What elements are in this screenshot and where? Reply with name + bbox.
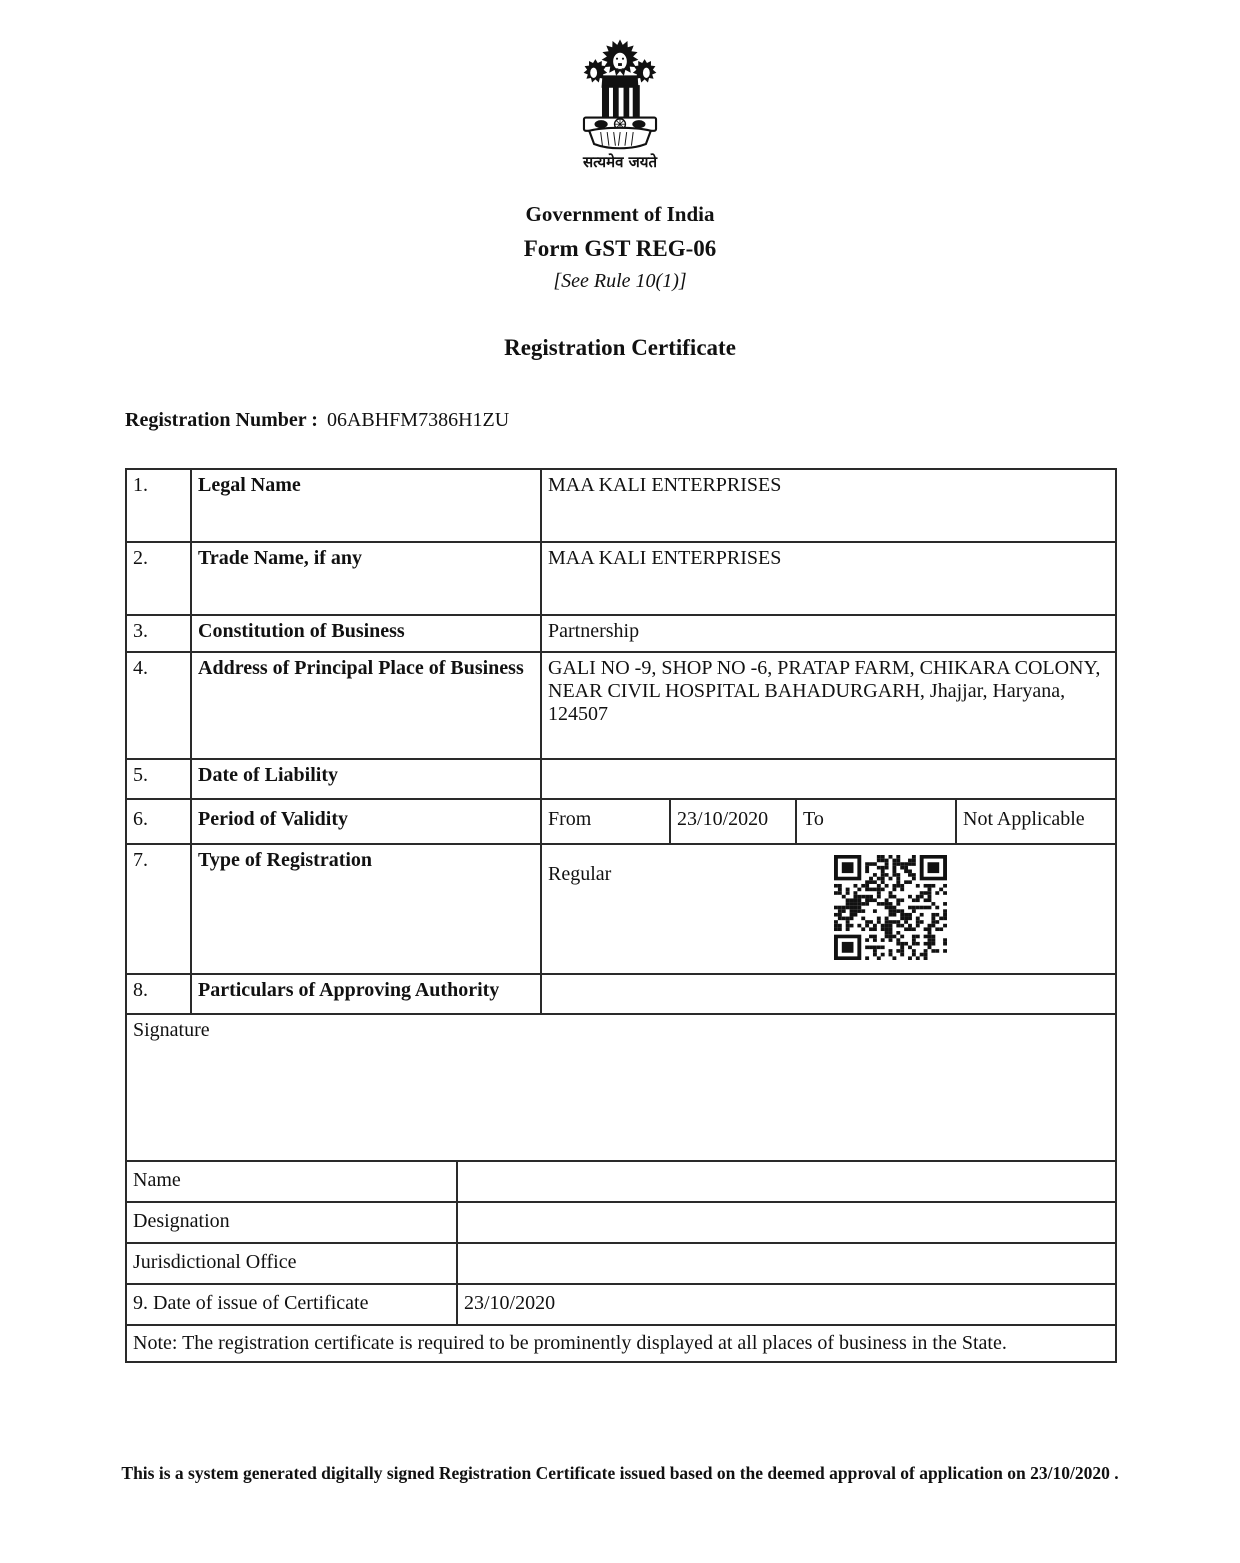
signature-label: Signature [126,1014,1116,1161]
validity-from-value: 23/10/2020 [670,799,796,844]
row-number: 4. [126,652,191,759]
field-label: 9. Date of issue of Certificate [126,1284,457,1325]
emblem-of-india-icon [576,35,664,151]
field-value [541,974,1116,1014]
field-label: Address of Principal Place of Business [191,652,541,759]
certificate-table [125,468,1117,1363]
field-label: Designation [126,1202,457,1243]
table-row-note [126,1325,1116,1362]
field-value [457,1243,1116,1284]
emblem-motto: सत्यमेव जयते [582,153,658,171]
government-heading: Government of India [525,202,715,226]
row-number: 2. [126,542,191,615]
table-row-designation [126,1202,1116,1243]
field-label: Particulars of Approving Authority [191,974,541,1014]
field-label: Date of Liability [191,759,541,799]
field-label: Trade Name, if any [191,542,541,615]
certificate-title: Registration Certificate [504,335,736,360]
field-label: Legal Name [191,469,541,542]
row-number: 5. [126,759,191,799]
table-row-name [126,1161,1116,1202]
field-value: GALI NO -9, SHOP NO -6, PRATAP FARM, CHIKARA COLONY, NEAR CIVIL HOSPITAL BAHADURGARH, Jhajjar, Haryana, 124507 [541,652,1116,759]
field-label: Name [126,1161,457,1202]
table-row-period-of-validity [126,799,1116,844]
table-row-trade-name [126,542,1116,615]
row-number: 3. [126,615,191,652]
field-label: Jurisdictional Office [126,1243,457,1284]
field-value [457,1202,1116,1243]
table-row-signature [126,1014,1116,1161]
table-row-constitution [126,615,1116,652]
field-label: Constitution of Business [191,615,541,652]
row-number: 8. [126,974,191,1014]
field-label: Period of Validity [191,799,541,844]
row-number: 1. [126,469,191,542]
registration-number-line [125,409,1240,432]
validity-from-label: From [541,799,670,844]
table-row-approving-authority [126,974,1116,1014]
table-row-address [126,652,1116,759]
field-value: 23/10/2020 [457,1284,1116,1325]
table-row-jurisdictional-office [126,1243,1116,1284]
row-number: 7. [126,844,191,974]
table-row-date-of-issue [126,1284,1116,1325]
form-title: Form GST REG-06 [523,236,717,261]
registration-number-label: Registration Number : [125,409,318,431]
validity-to-label: To [796,799,956,844]
field-label: Type of Registration [191,844,541,974]
table-row-type-of-registration [126,844,1116,974]
qr-code [834,855,947,960]
registration-number-value: 06ABHFM7386H1ZU [326,409,510,431]
registration-type-value: Regular [548,863,612,885]
field-value: MAA KALI ENTERPRISES [541,542,1116,615]
field-value: MAA KALI ENTERPRISES [541,469,1116,542]
field-value: Partnership [541,615,1116,652]
footer-statement: This is a system generated digitally signed Registration Certificate issued based on the deemed approval of application on 23/10/2020 . [121,1463,1119,1483]
table-row-date-of-liability [126,759,1116,799]
field-value [457,1161,1116,1202]
row-number: 6. [126,799,191,844]
table-row-legal-name [126,469,1116,542]
field-value [541,759,1116,799]
note-text: Note: The registration certificate is required to be prominently displayed at all places of business in the State. [126,1325,1116,1362]
field-value-cell [541,844,1116,974]
validity-to-value: Not Applicable [956,799,1116,844]
rule-reference: [See Rule 10(1)] [553,270,687,292]
